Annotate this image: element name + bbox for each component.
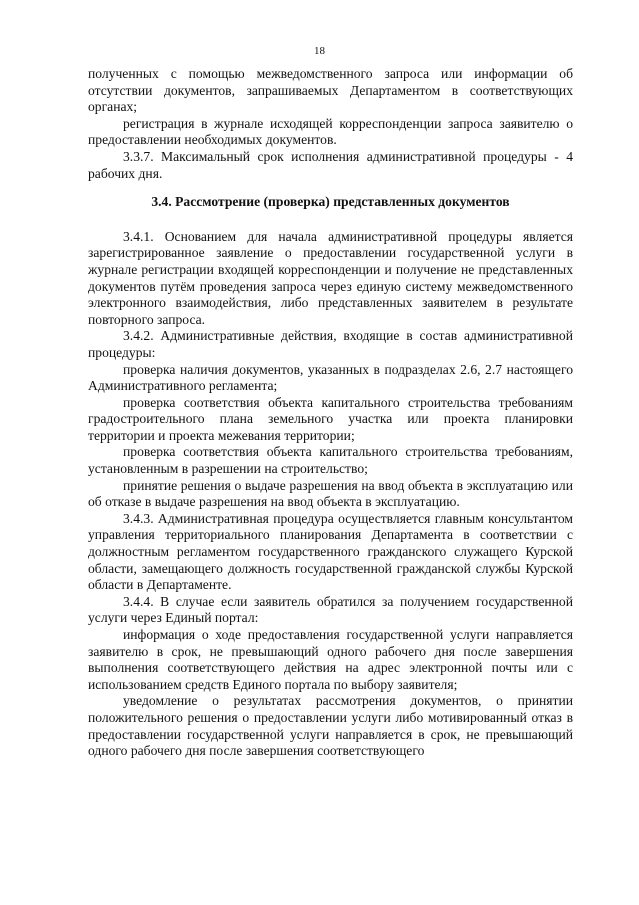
paragraph: проверка соответствия объекта капитального строительства требованиям, установленным в разрешении на строительство; (88, 444, 573, 477)
paragraph: 3.4.4. В случае если заявитель обратился за получением государственной услуги через Единый портал: (88, 593, 573, 626)
paragraph: проверка соответствия объекта капитального строительства требованиям градостроительного плана земельного участка или проекта планировки территории и проекта межевания территории; (88, 394, 573, 443)
paragraph: информация о ходе предоставления государственной услуги направляется заявителю в срок, не превышающий одного рабочего дня после завершения выполнения соответствующего действия на адрес электронной почты или с использованием средств Единого портала по выбору заявителя; (88, 627, 573, 692)
page-number: 18 (314, 45, 325, 57)
paragraph: регистрация в журнале исходящей корреспонденции запроса заявителю о предоставлении необходимых документов. (88, 115, 573, 148)
continued-section (88, 66, 573, 182)
paragraph: 3.4.3. Административная процедура осуществляется главным консультантом управления территориального планирования Департамента в соответствии с должностным регламентом государственного гражданского служащего Курской области, замещающего должность государственной гражданской службы Курской области в Департаменте. (88, 510, 573, 593)
paragraph: уведомление о результатах рассмотрения документов, о принятии положительного решения о предоставлении услуги либо мотивированный отказ в предоставлении государственной услуги направляется в срок, не превышающий одного рабочего дня после завершения соответствующего (88, 693, 573, 759)
paragraph: 3.4.1. Основанием для начала административной процедуры является зарегистрированное заявление о предоставлении государственной услуги в журнале регистрации входящей корреспонденции и получение не представленных документов путём проведения запроса через единую систему межведомственного электронного взаимодействия, либо представленных заявителем в результате повторного запроса. (88, 228, 573, 327)
paragraph: 3.3.7. Максимальный срок исполнения административной процедуры - 4 рабочих дня. (88, 148, 573, 181)
paragraph: полученных с помощью межведомственного запроса или информации об отсутствии документов, запрашиваемых Департаментом в соответствующих органах; (88, 66, 573, 115)
paragraph: принятие решения о выдаче разрешения на ввод объекта в эксплуатацию или об отказе в выдаче разрешения на ввод объекта в эксплуатацию. (88, 477, 573, 510)
section-body (88, 229, 573, 760)
document-body (88, 66, 573, 760)
paragraph: 3.4.2. Административные действия, входящие в состав административной процедуры: (88, 328, 573, 360)
section-heading: 3.4. Рассмотрение (проверка) представленных документов (151, 194, 510, 210)
paragraph: проверка наличия документов, указанных в подразделах 2.6, 2.7 настоящего Административного регламента; (88, 361, 573, 394)
